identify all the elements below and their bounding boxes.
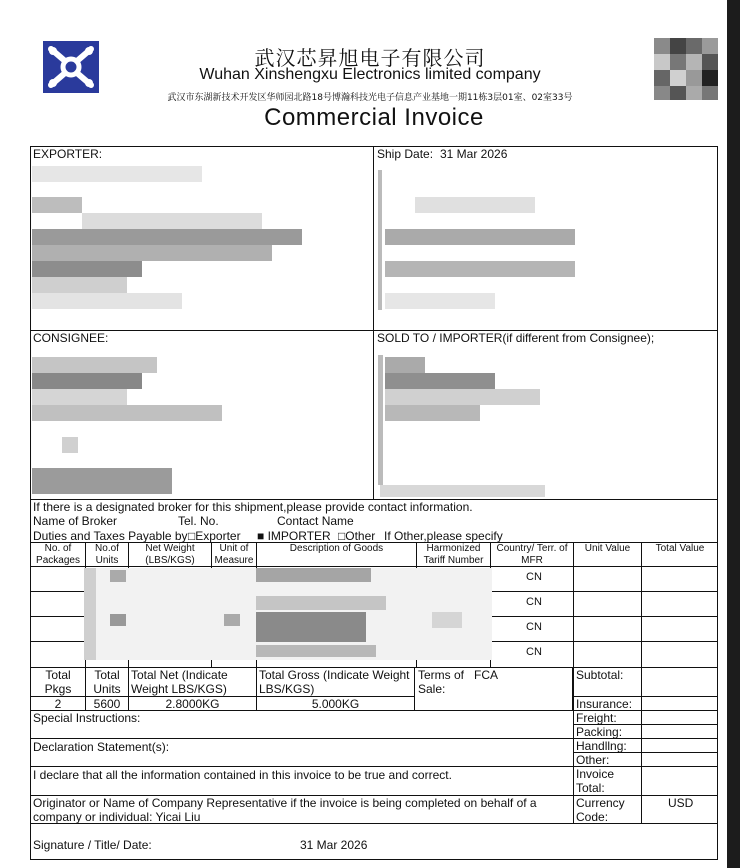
total-units-label: Total Units (93, 668, 121, 696)
company-name-en: Wuhan Xinshengxu Electronics limited company (199, 66, 541, 83)
row-1-country: CN (526, 571, 542, 583)
header-country: Country/ Terr. of MFR (496, 543, 568, 566)
ship-date-value: 31 Mar 2026 (440, 147, 508, 161)
declaration-statement-label: Declaration Statement(s): (33, 740, 170, 754)
total-gross-label: Total Gross (Indicate Weight LBS/KGS) (259, 668, 410, 696)
insurance-label: Insurance: (576, 697, 633, 711)
exporter-label: EXPORTER: (33, 147, 103, 161)
originator-line-1: Originator or Name of Company Representative if the invoice is being completed on behalf of a (33, 796, 537, 810)
header-total-value: Total Value (655, 543, 705, 554)
sold-to-label: SOLD TO / IMPORTER(if different from Consignee); (377, 331, 655, 345)
company-address: 武汉市东湖新技术开发区华师园北路18号博瀚科技光电子信息产业基地一期11栋3层01室、02室33号 (167, 93, 573, 103)
currency-code-label: Currency Code: (576, 796, 625, 824)
duties-if-other-label: If Other,please specify (384, 529, 503, 543)
duties-importer-checkbox[interactable]: ■ IMPORTER (257, 529, 331, 543)
handling-label: Handllng: (576, 739, 627, 753)
header-tariff: Harmonized Tariff Number (423, 543, 484, 566)
broker-tel-label: Tel. No. (178, 514, 219, 528)
total-net-value: 2.8000KG (165, 697, 220, 711)
company-name-cn: 武汉芯昇旭电子有限公司 (254, 46, 486, 70)
total-gross-value: 5.000KG (311, 697, 360, 711)
row-3-country: CN (526, 621, 542, 633)
duties-label: Duties and Taxes Payable by (33, 529, 188, 543)
header-unit-value: Unit Value (584, 543, 631, 554)
terms-label: Terms of Sale: (418, 668, 465, 696)
currency-value: USD (668, 796, 694, 810)
total-pkgs-value: 2 (54, 697, 62, 711)
total-net-label: Total Net (Indicate Weight LBS/KGS) (131, 668, 228, 696)
header-description: Description of Goods (289, 543, 384, 554)
invoice-total-label: Invoice Total: (576, 767, 615, 795)
ship-date-label: Ship Date: (377, 147, 434, 161)
consignee-label: CONSIGNEE: (33, 331, 109, 345)
originator-line-2: company or individual: Yicai Liu (33, 810, 201, 824)
header-unit-measure: Unit of Measure (214, 543, 254, 566)
packing-label: Packing: (576, 725, 623, 739)
duties-other-checkbox[interactable]: □Other (338, 529, 376, 543)
duties-exporter-checkbox[interactable]: □Exporter (188, 529, 241, 543)
total-units-value: 5600 (93, 697, 121, 711)
freight-label: Freight: (576, 711, 617, 725)
terms-value: FCA (474, 668, 498, 682)
page-title: Commercial Invoice (264, 104, 484, 131)
broker-name-label: Name of Broker (33, 514, 118, 528)
subtotal-label: Subtotal: (576, 668, 624, 682)
header-no-units: No.of Units (95, 543, 119, 566)
special-instructions-label: Special Instructions: (33, 711, 141, 725)
row-4-country: CN (526, 646, 542, 658)
declare-text: I declare that all the information contained in this invoice to be true and correct. (33, 768, 452, 782)
broker-contact-label: Contact Name (277, 514, 354, 528)
signature-date: 31 Mar 2026 (300, 838, 368, 852)
total-pkgs-label: Total Pkgs (44, 668, 72, 696)
signature-label: Signature / Title/ Date: (33, 838, 152, 852)
header-net-weight: Net Weight (LBS/KGS) (145, 543, 195, 566)
other-label: Other: (576, 753, 610, 767)
row-2-country: CN (526, 596, 542, 608)
broker-info-line: If there is a designated broker for this shipment,please provide contact information. (33, 500, 473, 514)
header-no-packages: No. of Packages (36, 543, 80, 566)
